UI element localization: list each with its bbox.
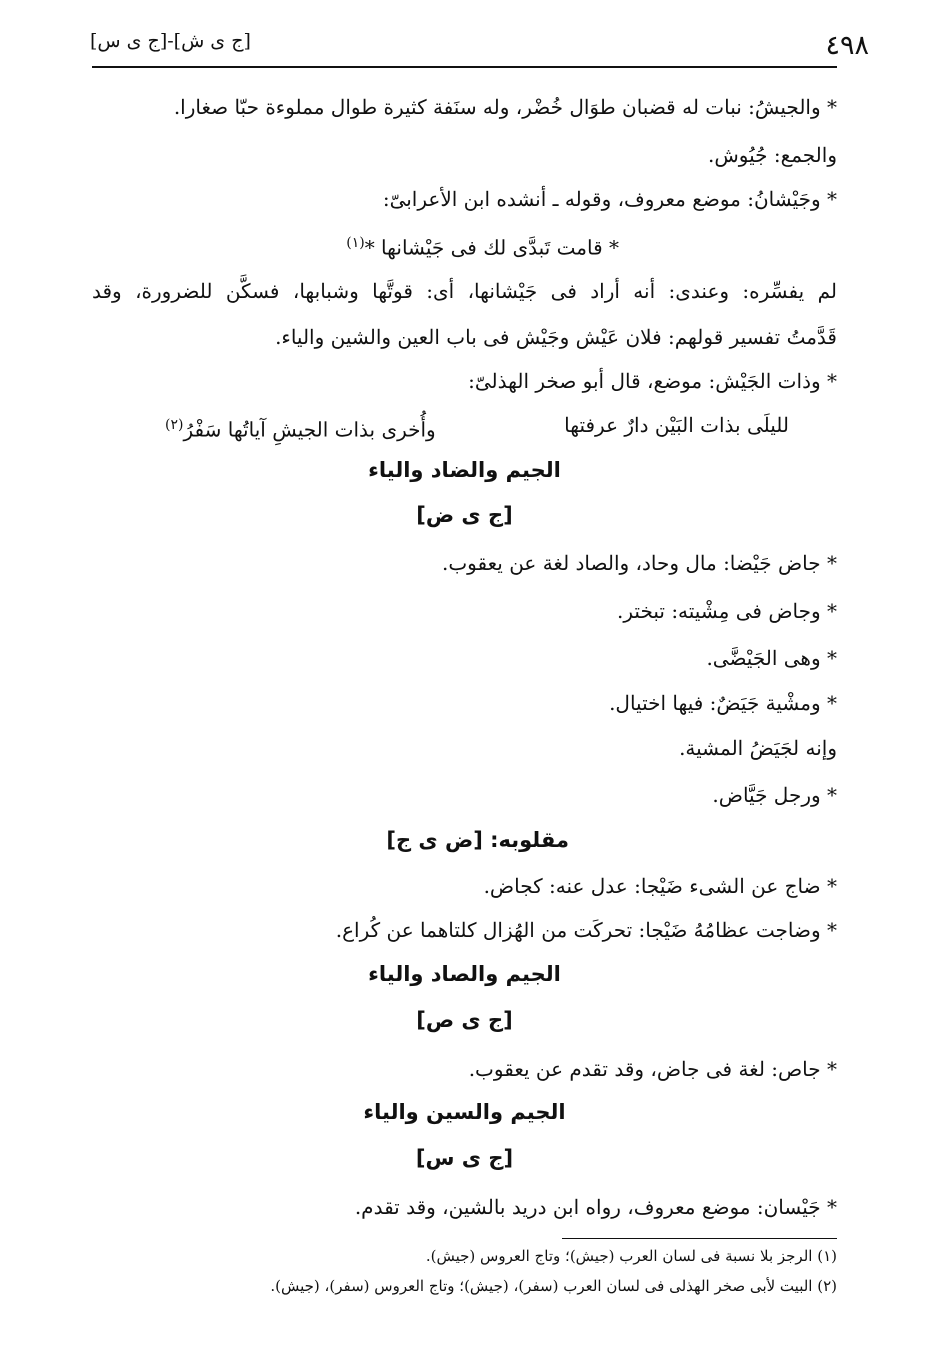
running-header: [ج ى ش]-[ج ى س]: [90, 30, 251, 52]
entry-line: لم يفسِّره: وعندى: أنه أراد فى جَيْشانها، أى: قوتَّها وشبابها، فسكَّن للضرورة، وقد: [92, 279, 837, 303]
entry-line: * وهى الجَيْضَّى.: [706, 646, 837, 670]
entry-line: * جاض جَيْضا: مال وحاد، والصاد لغة عن يعقوب.: [441, 551, 837, 575]
root-heading: [ج ى ص]: [416, 1008, 513, 1032]
section-heading: الجيم والصاد والياء: [368, 962, 561, 986]
root-heading: [ج ى س]: [415, 1146, 514, 1170]
section-heading: الجيم والضاد والياء: [368, 458, 561, 482]
poem-hemistich-second: [165, 410, 436, 445]
footnote: (١) الرجز بلا نسبة فى لسان العرب (جيش)؛ وتاج العروس (جيش).: [425, 1247, 837, 1265]
poem-hemistich-first: لليلَى بذات البَيْن دارٌ عرفتها: [564, 413, 789, 437]
verse-line: [346, 228, 619, 263]
hemistich-text: وأُخرى بذات الجيشِ آياتُها سَفْرُ: [183, 417, 436, 442]
entry-line: قَدَّمتُ تفسير قولهم: فلان عَيْش وجَيْش فى باب العين والشين والياء.: [275, 325, 837, 349]
header-rule: [92, 66, 837, 68]
entry-line: وإنه لجَيَضُ المشية.: [679, 736, 837, 760]
entry-line: * ومشْية جَيَضٌ: فيها اختيال.: [609, 691, 837, 715]
rajaz-verse: * قامت تَبدَّى لك فى جَيْشانها *: [364, 235, 619, 260]
footnote: (٢) البيت لأبى صخر الهذلى فى لسان العرب (سفر)، (جيش)؛ وتاج العروس (سفر)، (جيش).: [270, 1277, 837, 1295]
entry-line: * ورجل جَيَّاض.: [712, 783, 837, 807]
section-heading: مقلوبه: [ض ى ج]: [386, 828, 569, 852]
page-number: ٤٩٨: [825, 30, 869, 61]
section-heading: الجيم والسين والياء: [363, 1100, 566, 1124]
entry-line: والجمع: جُيُوش.: [707, 143, 837, 167]
entry-line: * وجَيْشانُ: موضع معروف، وقوله ـ أنشده ابن الأعرابىّ:: [382, 187, 837, 211]
entry-line: * جاص: لغة فى جاض، وقد تقدم عن يعقوب.: [468, 1057, 837, 1081]
entry-line: * جَيْسان: موضع معروف، رواه ابن دريد بالشين، وقد تقدم.: [354, 1195, 837, 1219]
entry-line: * وجاض فى مِشْيته: تبختر.: [617, 599, 837, 623]
root-heading: [ج ى ض]: [416, 503, 513, 527]
entry-line: * والجيشُ: نبات له قضبان طوَال خُضْر، وله سنَفة كثيرة طوال مملوءة حبّا صغارا.: [173, 95, 837, 119]
entry-line: * وضاجت عظامُهُ ضَيْجا: تحركَت من الهُزال كلتاهما عن كُراع.: [335, 918, 837, 942]
footnote-marker: (٢): [165, 417, 184, 433]
entry-line: * ضاج عن الشىء ضَيْجا: عدل عنه: كجاض.: [483, 874, 837, 898]
entry-line: * وذات الجَيْش: موضع، قال أبو صخر الهذلىّ:: [468, 369, 837, 393]
footnote-rule: [562, 1238, 837, 1239]
footnote-marker: (١): [346, 235, 365, 251]
